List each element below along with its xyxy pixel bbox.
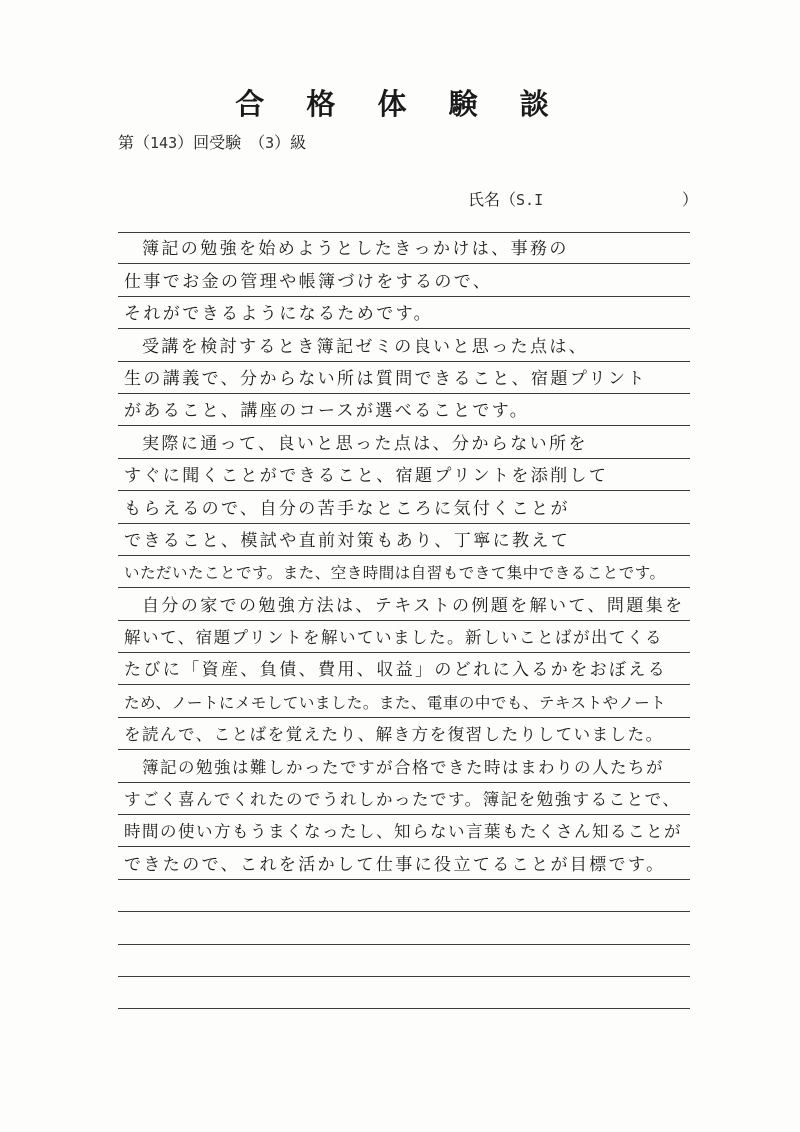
line-text: 仕事でお金の管理や帳簿づけをするので、 — [124, 271, 493, 292]
page-title: 合 格 体 験 談 — [235, 87, 565, 121]
line-text: できたので、これを活かして仕事に役立てることが目標です。 — [124, 854, 666, 875]
ruled-line — [118, 556, 690, 588]
exam-number: 143 — [150, 134, 178, 152]
ruled-line — [118, 426, 690, 458]
ruled-line — [118, 815, 690, 847]
ruled-line — [118, 880, 690, 912]
ruled-line — [118, 750, 690, 782]
ruled-line — [118, 718, 690, 750]
ruled-line — [118, 783, 690, 815]
line-text: ため、ノートにメモしていました。また、電車の中でも、テキストやノート — [124, 693, 667, 712]
ruled-line — [118, 329, 690, 361]
line-text: 解いて、宿題プリントを解いていました。新しいことばが出てくる — [124, 628, 664, 648]
name-value: S.I — [516, 191, 544, 209]
ruled-lines — [118, 232, 690, 1009]
exam-suffix: ）級 — [274, 133, 307, 152]
ruled-line — [118, 394, 690, 426]
name-label: 氏名（ — [468, 190, 517, 209]
ruled-line — [118, 685, 690, 717]
ruled-line — [118, 977, 690, 1009]
ruled-line — [118, 588, 690, 620]
line-text: 生の講義で、分からない所は質問できること、宿題プリント — [124, 368, 647, 389]
line-text: それができるようになるためです。 — [124, 304, 434, 325]
exam-prefix: 第（ — [118, 133, 151, 152]
exam-info — [118, 130, 306, 153]
name-field — [468, 187, 698, 210]
ruled-line — [118, 264, 690, 296]
ruled-line — [118, 491, 690, 523]
ruled-line — [118, 297, 690, 329]
line-text: もらえるので、自分の苦手なところに気付くことが — [124, 498, 570, 519]
ruled-line — [118, 621, 690, 653]
line-text: 時間の使い方もうまくなったし、知らない言葉もたくさん知ることが — [124, 822, 682, 842]
line-text: を読んで、ことばを覚えたり、解き方を復習したりしていました。 — [124, 725, 664, 745]
line-text: があること、講座のコースが選べることです。 — [124, 401, 530, 422]
line-text: 簿記の勉強を始めようとしたきっかけは、事務の — [142, 239, 569, 260]
ruled-line — [118, 232, 690, 264]
line-text: たびに「資産、負債、費用、収益」のどれに入るかをおぼえる — [124, 660, 668, 681]
exam-grade: 3 — [265, 134, 275, 152]
line-text: 簿記の勉強は難しかったですが合格できた時はまわりの人たちが — [142, 757, 664, 777]
exam-mid: ）回受験 （ — [177, 133, 266, 152]
line-text: 受講を検討するとき簿記ゼミの良いと思った点は、 — [142, 336, 589, 357]
ruled-line — [118, 847, 690, 879]
ruled-line — [118, 362, 690, 394]
line-text: すごく喜んでくれたのでうれしかったです。簿記を勉強することで、 — [124, 790, 681, 810]
line-text: 自分の家での勉強方法は、テキストの例題を解いて、問題集を — [142, 595, 685, 616]
ruled-line — [118, 459, 690, 491]
line-text: できること、模試や直前対策もあり、丁寧に教えて — [124, 530, 571, 551]
name-close: ） — [681, 190, 698, 209]
ruled-line — [118, 524, 690, 556]
ruled-line — [118, 653, 690, 685]
line-text: いただいたことです。また、空き時間は自習もできて集中できることです。 — [124, 564, 666, 583]
line-text: すぐに聞くことができること、宿題プリントを添削して — [124, 466, 609, 487]
ruled-line — [118, 945, 690, 977]
line-text: 実際に通って、良いと思った点は、分からない所を — [142, 433, 588, 454]
ruled-line — [118, 912, 690, 944]
